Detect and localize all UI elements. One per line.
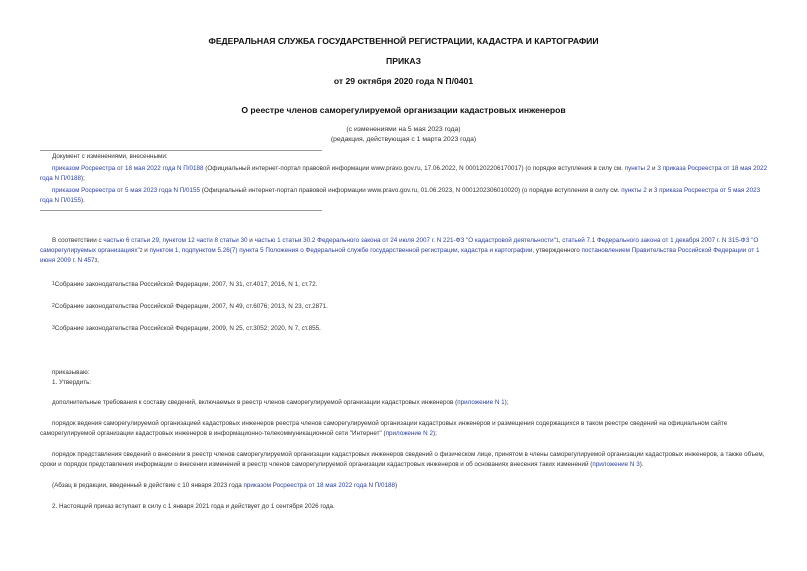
changes-item-1-text: (Официальный интернет-портал правовой информации www.pravo.gov.ru, 17.06.2022, N 0001202206170017) (о порядке вступления в силу см. <box>203 165 625 172</box>
preamble-text-4: и <box>142 247 150 254</box>
changes-item-1 <box>40 164 772 184</box>
preamble-text-5: , утвержденного <box>532 247 582 254</box>
footnote-2-mark: 2 <box>52 303 55 309</box>
order-decree: приказываю: <box>52 369 90 376</box>
changes-item-2-end: ). <box>81 197 85 204</box>
changes-item-2-and: и <box>646 187 654 194</box>
order-requirements <box>40 398 772 408</box>
order-info-end: ). <box>639 461 644 468</box>
changes-item-2 <box>40 186 772 206</box>
order-requirements-text: дополнительные требования к составу сведений, включаемых в реестр членов саморегулируемой организации кадастровых инженеров ( <box>52 399 458 406</box>
footnote-2 <box>52 303 328 310</box>
footnote-1 <box>52 281 317 288</box>
footnote-ref-3[interactable]: 3 <box>94 258 98 264</box>
link-appendix-1[interactable]: приложение N 1 <box>457 399 505 406</box>
link-order-0155[interactable]: приказом Росреестра от 5 мая 2023 года N П/0155 <box>52 187 201 194</box>
divider-top <box>40 150 322 151</box>
order-item-2: 2. Настоящий приказ вступает в силу с 1 января 2021 года и действует до 1 сентября 2026 года. <box>52 503 335 510</box>
link-order-0188-edition[interactable]: приказом Росреестра от 18 мая 2022 года N П/0188 <box>243 482 396 489</box>
document-date-number: от 29 октября 2020 года N П/0401 <box>333 76 474 86</box>
preamble-text-1: В соответствии с <box>52 237 104 244</box>
order-info-text: порядок представления сведений о внесении в реестр членов саморегулируемой организации кадастровых инженеров сведений о физическом лице, принятом в члены саморегулируемой организации кадастровых инженеров, а также объем, сроки и порядок представления информации о внесении изменений в реестр членов саморегулируемой организации кадастровых инженеров и об основаниях внесения таких изменений ( <box>40 451 765 468</box>
order-item-1: 1. Утвердить: <box>52 379 92 386</box>
divider-bottom <box>40 210 322 211</box>
link-law-315[interactable]: статьей 7.1 Федерального закона от 1 декабря 2007 г. N 315-ФЗ "О саморегулируемых организациях" <box>40 237 759 254</box>
order-edition-text: (Абзац в редакции, введенный в действие с 10 января 2023 года <box>52 482 244 489</box>
link-resolution-457[interactable]: постановлением Правительства Российской Федерации от 1 июня 2009 г. N 457 <box>40 247 760 264</box>
footnote-3-text: Собрание законодательства Российской Федерации, 2009, N 25, ст.3052; 2020, N 7, ст.855. <box>54 325 321 332</box>
preamble-text-6: , <box>97 257 99 264</box>
order-procedure-end: ); <box>432 430 437 437</box>
preamble-text-2: и <box>247 237 255 244</box>
footnote-ref-1[interactable]: 1 <box>555 238 559 244</box>
document-title: О реестре членов саморегулируемой организации кадастровых инженеров <box>241 105 566 115</box>
link-regulation[interactable]: пунктом 1, подпунктом 5.26(7) пункта 5 Положения о Федеральной службе государственной регистрации, кадастра и картографии <box>149 247 533 254</box>
order-procedure-text: порядок ведения саморегулируемой организацией кадастровых инженеров реестра членов саморегулируемой организации кадастровых инженеров и размещения содержащихся в таком реестре сведений на официальном сайте саморегулируемой организации кадастровых инженеров в информационно-телекоммуникационной сети "Интернет" ( <box>40 420 728 437</box>
footnote-3-mark: 3 <box>52 325 55 331</box>
link-point-3-0155[interactable]: 3 приказа Росреестра от 5 мая 2023 года N П/0155 <box>40 187 761 204</box>
changes-intro: Документ с изменениями, внесенными: <box>52 153 168 160</box>
preamble-text-3: , <box>558 237 563 244</box>
agency-name: ФЕДЕРАЛЬНАЯ СЛУЖБА ГОСУДАРСТВЕННОЙ РЕГИСТРАЦИИ, КАДАСТРА И КАРТОГРАФИИ <box>208 36 599 46</box>
preamble-paragraph <box>40 236 772 266</box>
link-law-221[interactable]: частью 1 статьи 30.2 Федерального закона от 24 июля 2007 г. N 221-ФЗ "О кадастровой деятельности" <box>254 237 556 244</box>
order-requirements-end: ); <box>504 399 509 406</box>
link-appendix-2[interactable]: приложение N 2 <box>385 430 433 437</box>
order-procedure <box>40 419 772 439</box>
document-type: ПРИКАЗ <box>386 56 421 66</box>
link-points-2-0155[interactable]: пункты 2 <box>621 187 647 194</box>
footnote-ref-2[interactable]: 2 <box>139 248 143 254</box>
changes-item-2-text: (Официальный интернет-портал правовой информации www.pravo.gov.ru, 01.06.2023, N 0001202306010020) (о порядке вступления в силу см. <box>200 187 622 194</box>
edition-note: (редакция, действующая с 1 марта 2023 года) <box>330 136 477 143</box>
footnote-1-mark: 1 <box>52 281 55 287</box>
link-points-2[interactable]: пункты 2 <box>624 165 651 172</box>
footnote-1-text: Собрание законодательства Российской Федерации, 2007, N 31, ст.4017; 2016, N 1, ст.72. <box>54 281 318 288</box>
order-edition-end: ) <box>395 482 398 489</box>
amendments-note: (с изменениями на 5 мая 2023 года) <box>346 126 461 133</box>
order-info-procedure <box>40 450 772 470</box>
link-point-3-0188[interactable]: 3 приказа Росреестра от 18 мая 2022 года N П/0188 <box>40 165 768 182</box>
footnote-2-text: Собрание законодательства Российской Федерации, 2007, N 49, ст.6076; 2013, N 23, ст.2871. <box>54 303 328 310</box>
link-appendix-3[interactable]: приложение N 3 <box>592 461 640 468</box>
footnote-3 <box>52 325 321 332</box>
changes-item-1-and: и <box>650 165 658 172</box>
order-edition-note <box>52 481 772 491</box>
link-law-221-parts[interactable]: частью 6 статьи 29, пунктом 12 части 8 статьи 30 <box>103 237 248 244</box>
link-order-0188[interactable]: приказом Росреестра от 18 мая 2022 года N П/0188 <box>52 165 204 172</box>
changes-item-1-end: ); <box>81 175 85 182</box>
